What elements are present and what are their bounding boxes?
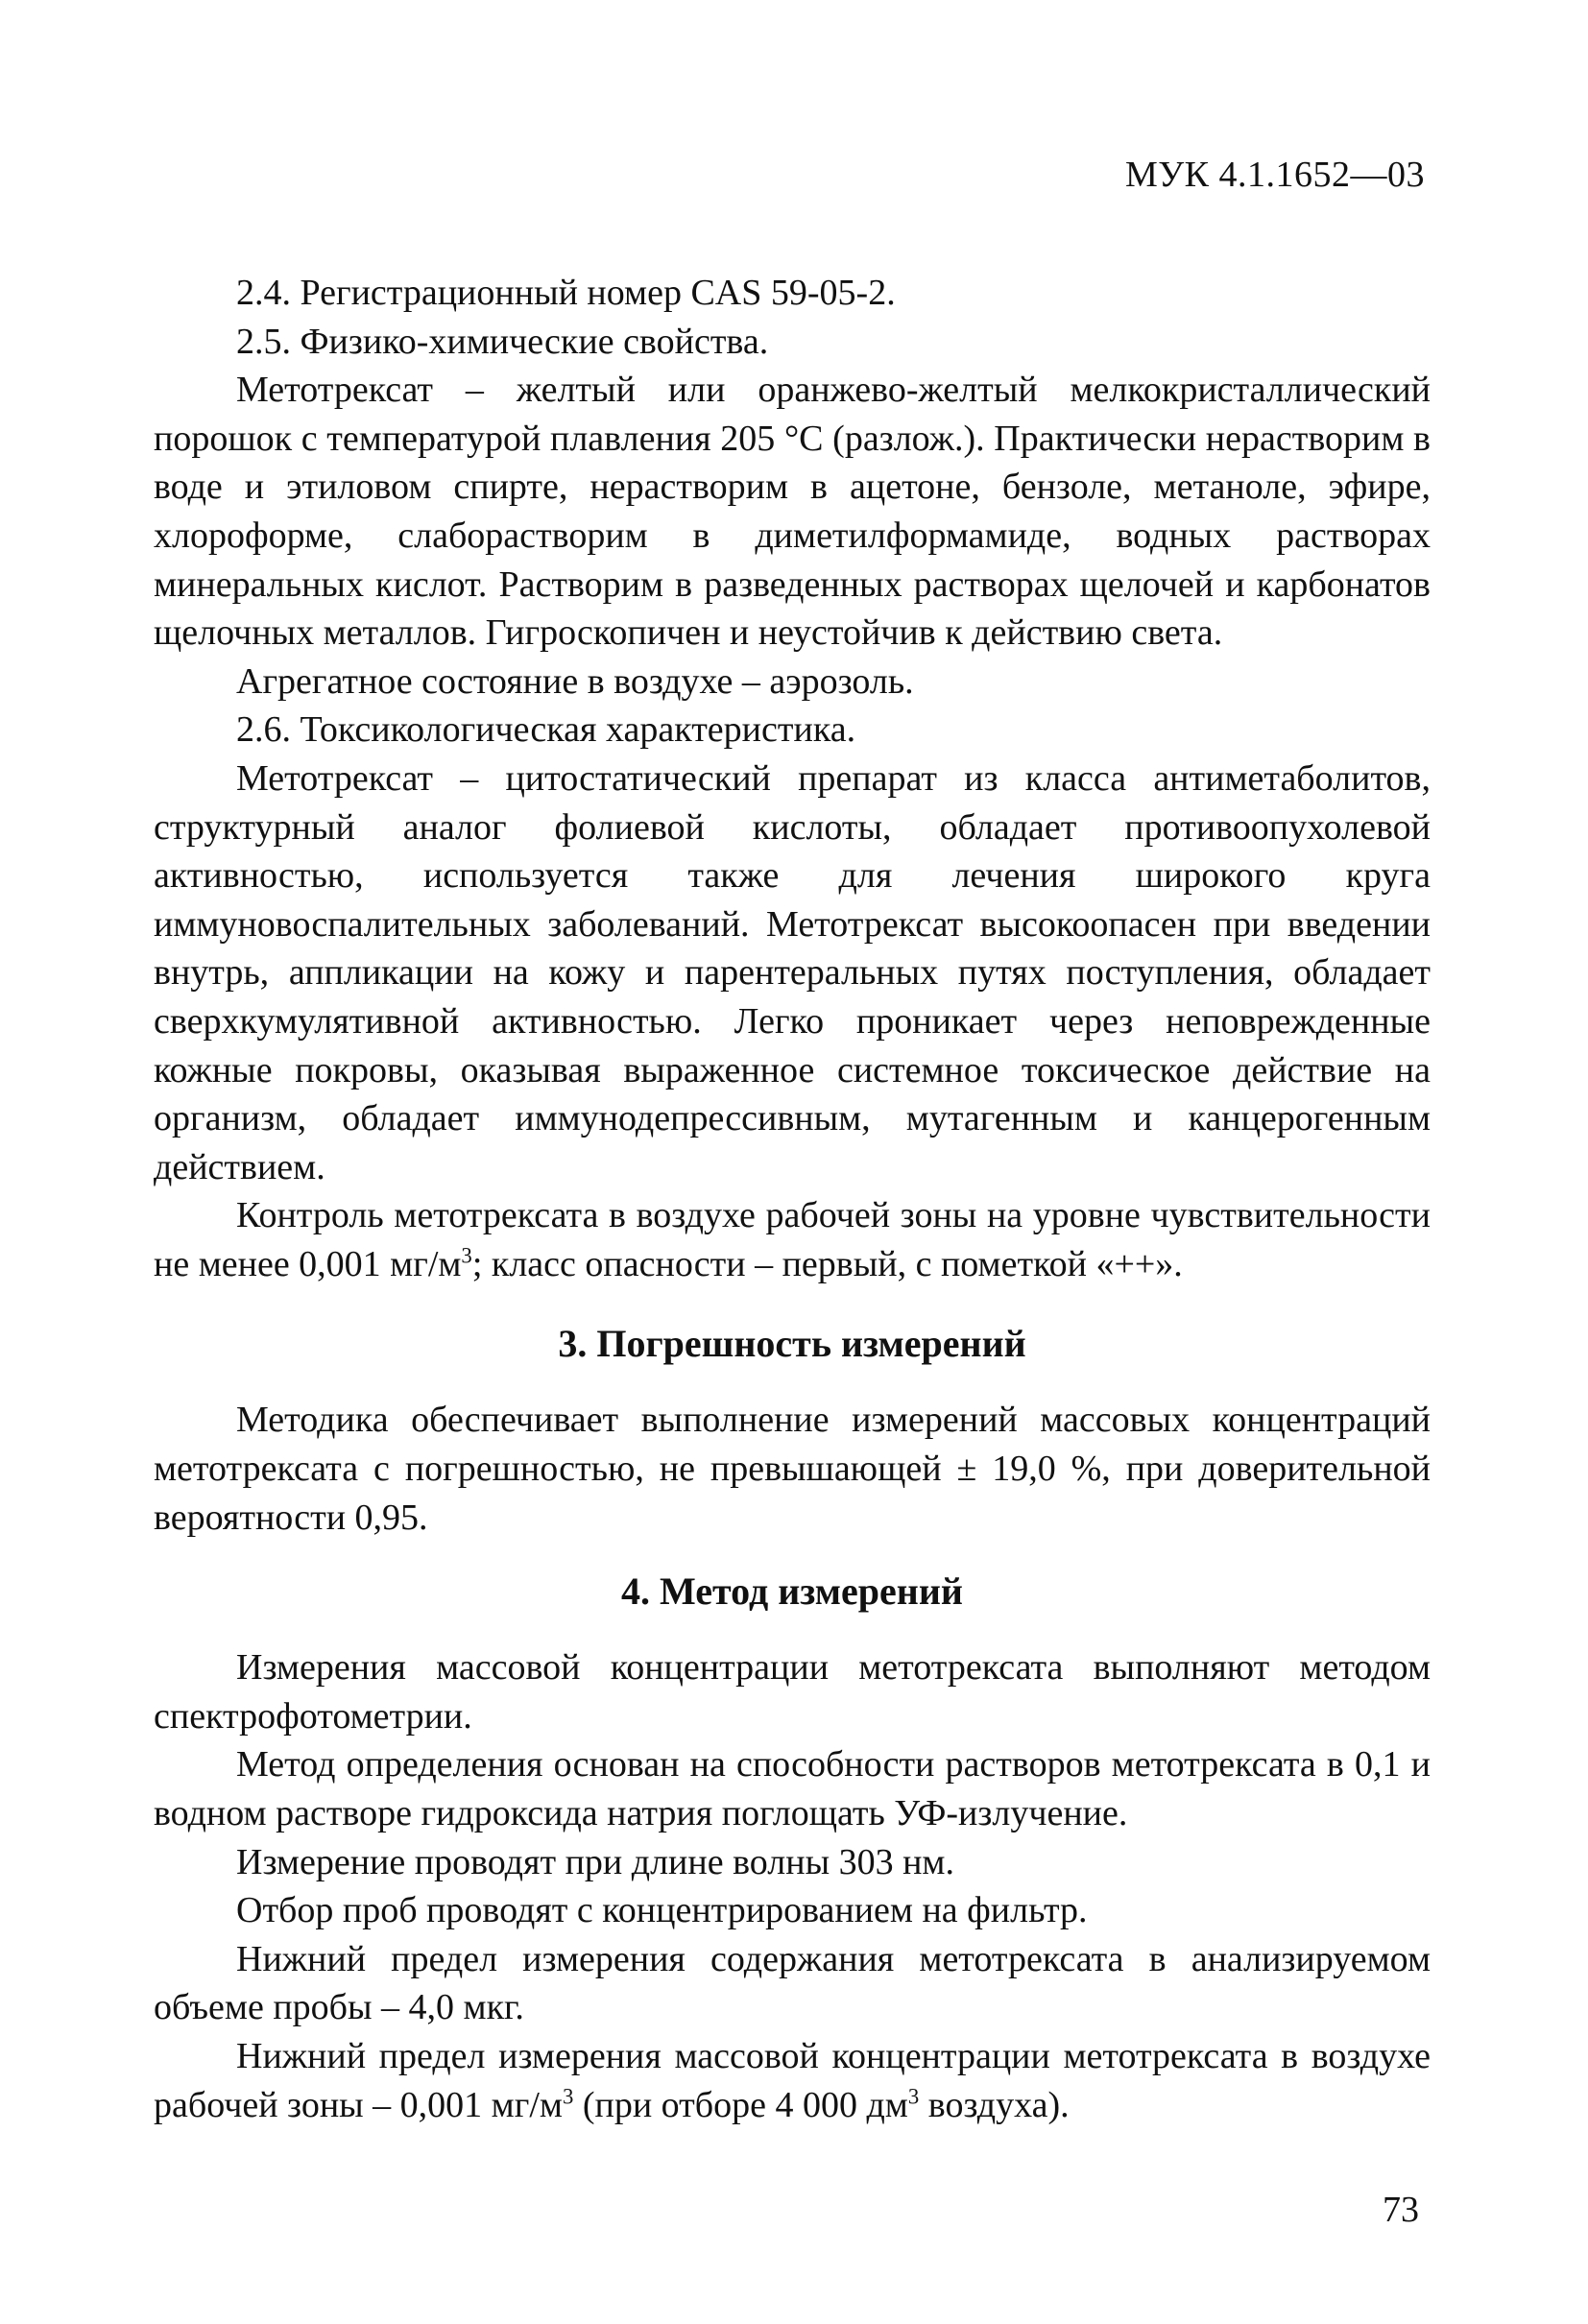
section-2-4: 2.4. Регистрационный номер CAS 59-05-2.	[236, 273, 896, 313]
properties-paragraph: Метотрексат – желтый или оранжево-желтый мелкокристаллический порошок с температурой плавления 205 °С (разлож.). Практически нерастворим в воде и этиловом спирте, нерастворим в ацетоне, бензоле, метаноле, эфире, хлороформе, слаборастворим в диметилформамиде, водных растворах минеральных кислот. Растворим в разведенных растворах щелочей и карбонатов щелочных металлов. Гигроскопичен и неустойчив к действию света.	[154, 370, 1431, 654]
method6-superscript-1: 3	[562, 2083, 574, 2108]
page-number: 73	[1383, 2190, 1419, 2230]
section-2-5: 2.5. Физико-химические свойства.	[236, 321, 769, 362]
control-text-a: Контроль метотрексата в воздухе рабочей зоны на уровне чувствительности не менее 0,001 мг/м	[154, 1195, 1431, 1284]
document-code: МУК 4.1.1652—03	[1124, 155, 1425, 195]
section-2-6: 2.6. Токсикологическая характеристика.	[236, 709, 856, 751]
method6-text-a: Нижний предел измерения массовой концентрации метотрексата в воздухе рабочей зоны – 0,001 мг/м	[154, 2036, 1431, 2125]
control-superscript: 3	[461, 1243, 472, 1268]
section-4-heading: 4. Метод измерений	[621, 1569, 963, 1614]
method-paragraph-3: Измерение проводят при длине волны 303 нм.	[236, 1841, 954, 1882]
method-paragraph-6	[154, 2032, 1431, 2129]
method6-text-b: (при отборе 4 000 дм	[573, 2084, 908, 2125]
section-3-heading: 3. Погрешность измерений	[558, 1322, 1026, 1366]
toxicology-paragraph: Метотрексат – цитостатический препарат из класса антиметаболитов, структурный аналог фолиевой кислоты, обладает противоопухолевой активностью, используется также для лечения широкого круга иммуновоспалительных заболеваний. Метотрексат высокоопасен при введении внутрь, аппликации на кожу и парентеральных путях поступления, обладает сверхкумулятивной активностью. Легко проникает через неповрежденные кожные покровы, оказывая выраженное системное токсическое действие на организм, обладает иммунодепрессивным, мутагенным и канцерогенным действием.	[154, 757, 1431, 1187]
page-content	[154, 269, 1431, 2129]
aggregate-state-paragraph: Агрегатное состояние в воздухе – аэрозоль.	[236, 660, 914, 702]
method6-superscript-2: 3	[907, 2083, 920, 2108]
error-paragraph: Методика обеспечивает выполнение измерений массовых концентраций метотрексата с погрешностью, не превышающей ± 19,0 %, при доверительной вероятности 0,95.	[154, 1400, 1431, 1538]
method-paragraph-5: Нижний предел измерения содержания метотрексата в анализируемом объеме пробы – 4,0 мкг.	[154, 1938, 1431, 2028]
method6-text-c: воздуха).	[919, 2084, 1070, 2125]
method-paragraph-4: Отбор проб проводят с концентрированием на фильтр.	[236, 1890, 1088, 1931]
control-paragraph	[154, 1191, 1431, 1288]
control-text-b: ; класс опасности – первый, с пометкой «++».	[471, 1243, 1183, 1284]
method-paragraph-2: Метод определения основан на способности растворов метотрексата в 0,1 и водном растворе гидроксида натрия поглощать УФ-излучение.	[154, 1744, 1431, 1834]
method-paragraph-1: Измерения массовой концентрации метотрексата выполняют методом спектрофотометрии.	[154, 1647, 1431, 1737]
